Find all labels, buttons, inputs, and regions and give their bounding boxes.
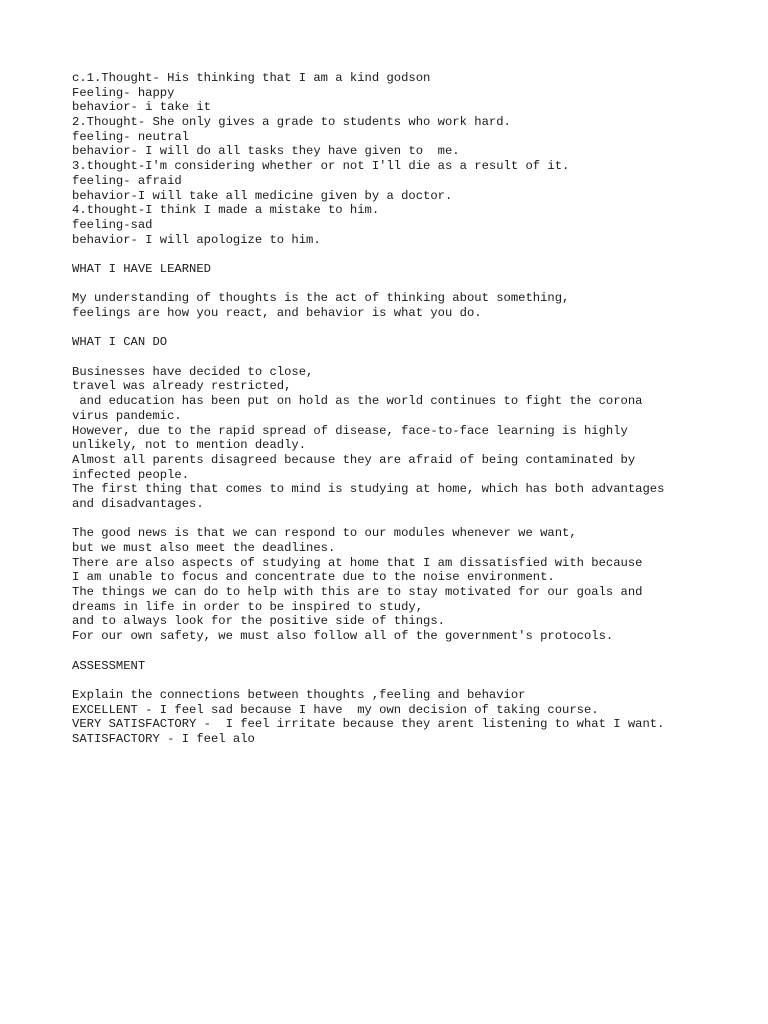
text-line: The things we can do to help with this are to stay motivated for our goals and [72, 585, 643, 600]
blank-line [72, 644, 752, 659]
text-line: behavior- I will apologize to him. [72, 232, 321, 247]
blank-line [72, 673, 752, 688]
blank-line [72, 277, 752, 292]
blank-line [72, 350, 752, 365]
text-line: The good news is that we can respond to our modules whenever we want, [72, 526, 577, 541]
blank-line [72, 512, 752, 527]
text-line: feeling- afraid [72, 173, 182, 188]
text-line: The first thing that comes to mind is studying at home, which has both advantages [72, 482, 665, 497]
text-line: behavior- I will do all tasks they have given to me. [72, 144, 460, 159]
text-line: behavior-I will take all medicine given by a doctor. [72, 188, 453, 203]
text-line: and education has been put on hold as the world continues to fight the corona [72, 394, 643, 409]
text-line: c.1.Thought- His thinking that I am a kind godson [72, 71, 431, 85]
section-heading: WHAT I HAVE LEARNED [72, 261, 211, 276]
text-line: There are also aspects of studying at home that I am dissatisfied with because [72, 555, 643, 570]
text-line: VERY SATISFACTORY - I feel irritate because they arent listening to what I want. [72, 717, 665, 732]
text-line: unlikely, not to mention deadly. [72, 438, 307, 453]
text-line: For our own safety, we must also follow all of the government's protocols. [72, 629, 614, 644]
text-line: infected people. [72, 467, 190, 482]
text-line: feelings are how you react, and behavior is what you do. [72, 306, 482, 320]
document-body [72, 71, 752, 747]
text-line: Businesses have decided to close, [72, 364, 314, 379]
text-line: However, due to the rapid spread of disease, face-to-face learning is highly [72, 423, 628, 438]
text-line: and to always look for the positive side of things. [72, 614, 445, 629]
text-line: 2.Thought- She only gives a grade to students who work hard. [72, 115, 511, 130]
text-line: EXCELLENT - I feel sad because I have my own decision of taking course. [72, 702, 599, 717]
text-line: My understanding of thoughts is the act of thinking about something, [72, 291, 570, 306]
text-line: feeling- neutral [72, 129, 190, 144]
text-line: virus pandemic. [72, 408, 182, 423]
text-line: feeling-sad [72, 217, 153, 232]
text-line: 3.thought-I'm considering whether or not I'll die as a result of it. [72, 159, 570, 174]
text-line: Feeling- happy [72, 85, 175, 100]
text-line: 4.thought-I think I made a mistake to him. [72, 203, 380, 218]
text-line: dreams in life in order to be inspired to study, [72, 599, 424, 614]
blank-line [72, 247, 752, 262]
text-line: and disadvantages. [72, 496, 204, 511]
section-heading: WHAT I CAN DO [72, 335, 168, 350]
text-line: Explain the connections between thoughts ,feeling and behavior [72, 687, 526, 702]
text-line: Almost all parents disagreed because they are afraid of being contaminated by [72, 452, 636, 467]
text-line: behavior- i take it [72, 100, 211, 115]
text-line: travel was already restricted, [72, 379, 292, 394]
section-heading: ASSESSMENT [72, 658, 146, 673]
text-line: I am unable to focus and concentrate due to the noise environment. [72, 570, 555, 585]
blank-line [72, 321, 752, 336]
text-line: but we must also meet the deadlines. [72, 541, 336, 555]
text-line: SATISFACTORY - I feel alo [72, 731, 255, 746]
